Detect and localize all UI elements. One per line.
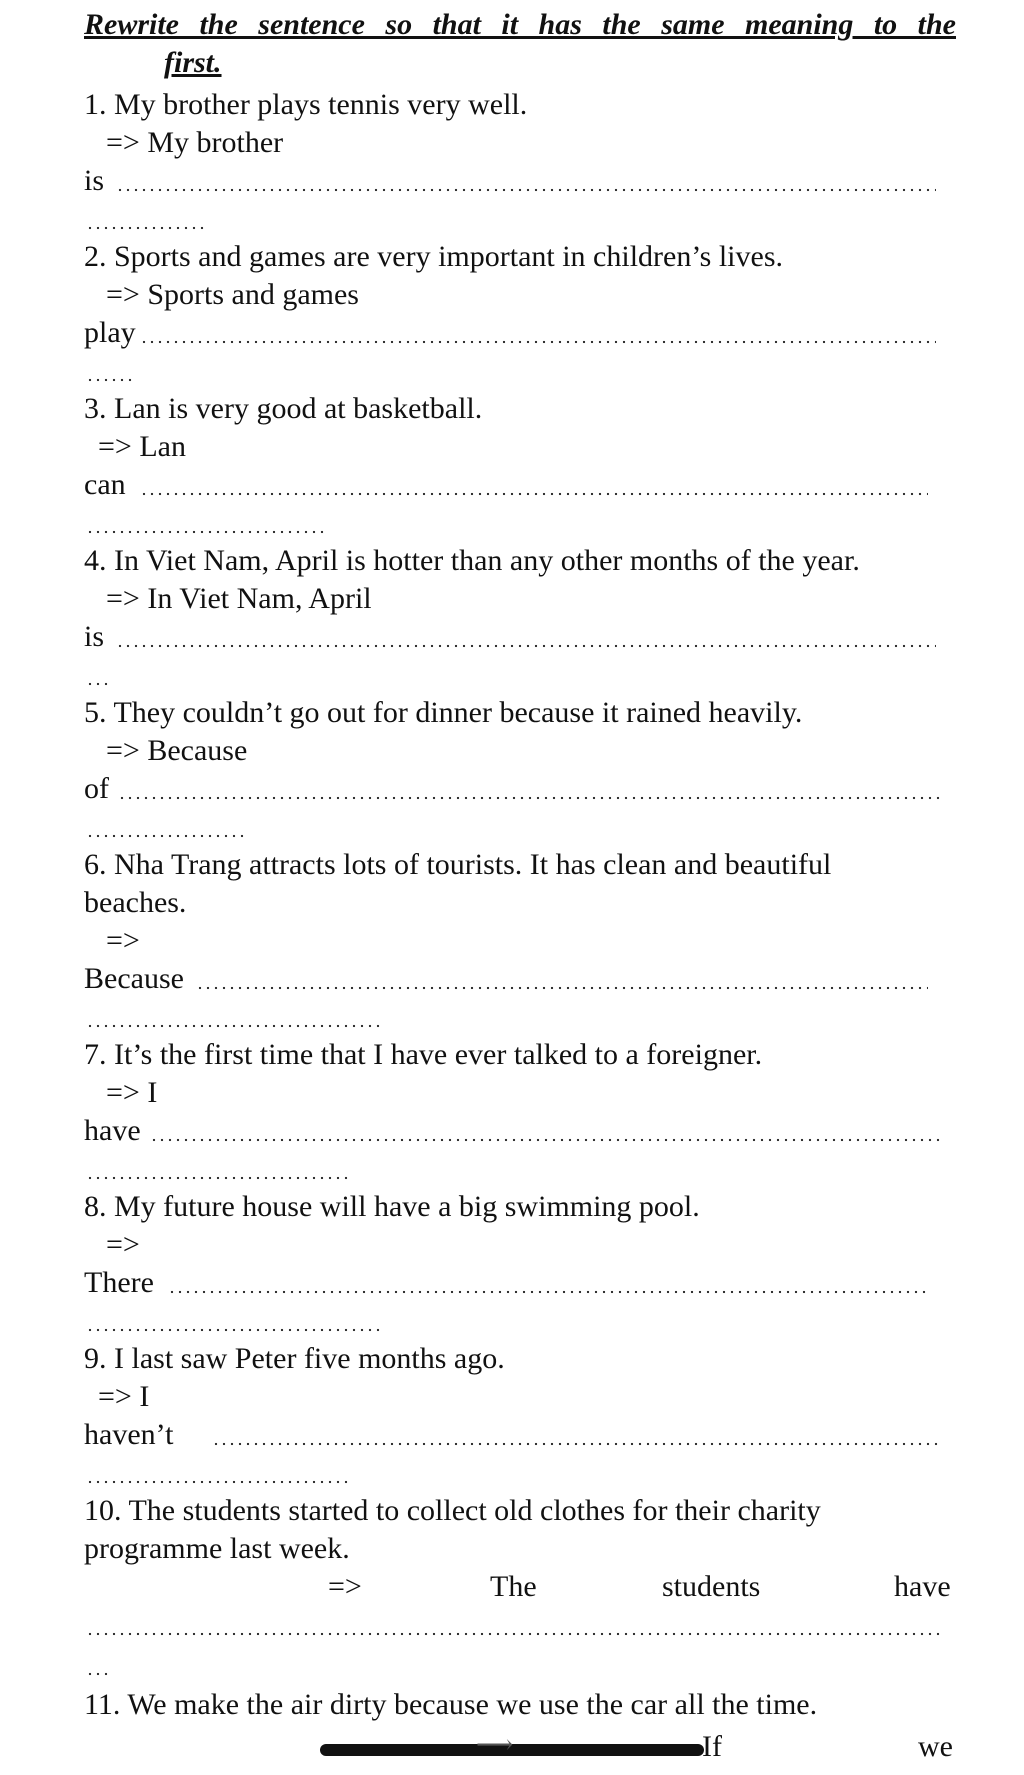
- answer-blank-3-cont[interactable]: [86, 530, 326, 534]
- question-8: 8. My future house will have a big swimming pool.: [84, 1190, 700, 1223]
- question-10: [84, 1492, 956, 1530]
- question-6: 6. Nha Trang attracts lots of tourists. It has clean and beautiful: [84, 848, 832, 881]
- question-5: 5. They couldn’t go out for dinner because it rained heavily.: [84, 696, 803, 729]
- answer-blank-8-cont[interactable]: [86, 1328, 382, 1332]
- arrow-partial-icon: ⟶: [476, 1730, 514, 1759]
- answer-blank-7-cont[interactable]: [86, 1176, 348, 1180]
- cue-9: => I: [98, 1380, 150, 1413]
- answer-blank-3[interactable]: [140, 492, 928, 496]
- question-3: 3. Lan is very good at basketball.: [84, 392, 483, 425]
- question-11: 11. We make the air dirty because we use the car all the time.: [84, 1688, 818, 1721]
- question-4: 4. In Viet Nam, April is hotter than any other months of the year.: [84, 544, 860, 577]
- answer-blank-5-cont[interactable]: [86, 834, 246, 838]
- cue-10-word-have: have: [894, 1570, 951, 1603]
- cue-2: => Sports and games: [106, 278, 359, 311]
- question-1: 1. My brother plays tennis very well.: [84, 88, 528, 121]
- cue-8: =>: [106, 1228, 140, 1261]
- cue-4: => In Viet Nam, April: [106, 582, 372, 615]
- question-10-text: 10. The students started to collect old clothes for their charity: [84, 1494, 821, 1527]
- answer-blank-9[interactable]: [212, 1442, 940, 1446]
- answer-blank-7[interactable]: [150, 1138, 940, 1142]
- answer-blank-8[interactable]: [168, 1290, 928, 1294]
- answer-start-4: is: [84, 620, 105, 653]
- answer-start-3: can: [84, 468, 126, 501]
- cue-11-if: If: [702, 1730, 722, 1763]
- question-10-cont: programme last week.: [84, 1532, 350, 1565]
- answer-start-2: play: [84, 316, 136, 349]
- answer-blank-5[interactable]: [118, 796, 940, 800]
- answer-blank-10[interactable]: [86, 1632, 940, 1636]
- question-7: 7. It’s the first time that I have ever talked to a foreigner.: [84, 1038, 763, 1071]
- answer-blank-4-cont[interactable]: [86, 682, 112, 686]
- cue-11-we: we: [918, 1730, 953, 1763]
- answer-blank-1-cont[interactable]: [86, 226, 204, 230]
- answer-start-6: Because: [84, 962, 184, 995]
- answer-start-8: There: [84, 1266, 154, 1299]
- question-2: 2. Sports and games are very important in children’s lives.: [84, 240, 784, 273]
- answer-start-5: of: [84, 772, 109, 805]
- answer-blank-4[interactable]: [116, 644, 936, 648]
- question-9: 9. I last saw Peter five months ago.: [84, 1342, 505, 1375]
- cue-1: => My brother: [106, 126, 284, 159]
- instruction-heading-line2: first.: [164, 46, 222, 79]
- instruction-heading-line1: Rewrite the sentence so that it has the same meaning to the: [84, 8, 956, 41]
- answer-blank-6-cont[interactable]: [86, 1024, 382, 1028]
- answer-blank-6[interactable]: [196, 986, 928, 990]
- question-6-cont: beaches.: [84, 886, 187, 919]
- answer-start-7: have: [84, 1114, 141, 1147]
- answer-blank-1[interactable]: [116, 188, 936, 192]
- cue-5: => Because: [106, 734, 248, 767]
- cue-6: =>: [106, 924, 140, 957]
- answer-blank-10-cont[interactable]: [86, 1672, 112, 1676]
- cue-10-word-students: students: [662, 1570, 761, 1603]
- cue-3: => Lan: [98, 430, 186, 463]
- answer-start-1: is: [84, 164, 105, 197]
- answer-blank-2-cont[interactable]: [86, 378, 134, 382]
- cue-10-arrow: =>: [328, 1570, 362, 1603]
- cue-7: => I: [106, 1076, 158, 1109]
- answer-start-9: haven’t: [84, 1418, 174, 1451]
- answer-blank-9-cont[interactable]: [86, 1480, 348, 1484]
- cue-10-word-the: The: [490, 1570, 537, 1603]
- answer-blank-2[interactable]: [140, 340, 936, 344]
